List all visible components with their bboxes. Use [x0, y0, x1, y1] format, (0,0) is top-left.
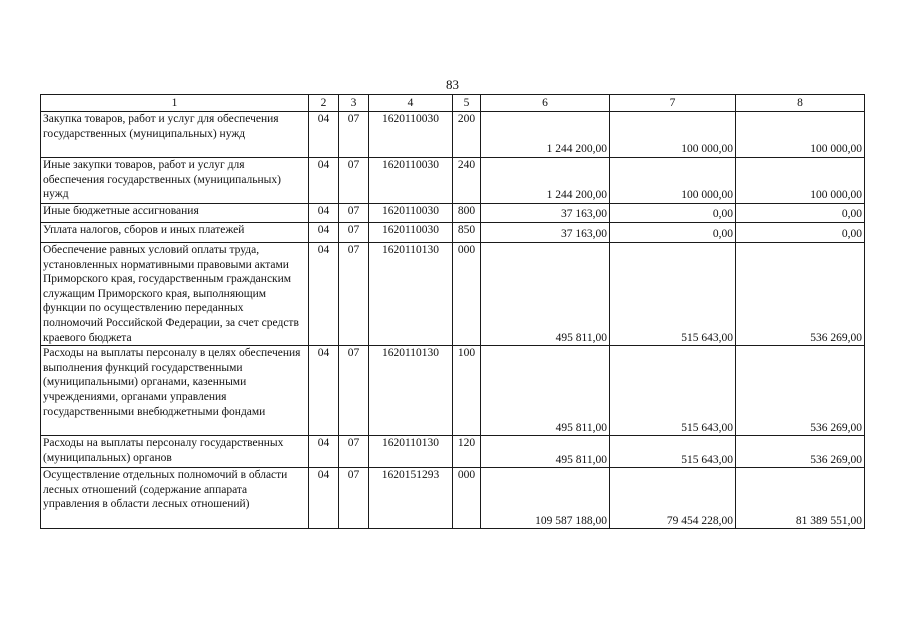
table-row: [41, 158, 865, 204]
amount-col-8: 0,00: [736, 223, 865, 243]
table-row: [41, 436, 865, 468]
column-header-7: 7: [610, 95, 736, 112]
amount-col-7: 79 454 228,00: [610, 468, 736, 529]
expense-type-code: 120: [453, 436, 481, 468]
subsection-code: 07: [339, 112, 369, 158]
expense-name: Расходы на выплаты персоналу государственных (муниципальных) органов: [41, 436, 309, 468]
expense-name: Обеспечение равных условий оплаты труда, установленных нормативными правовыми актами Приморского края, государственным гражданским служащим Приморского края, выполняющим функции по осуществлению переданных полномочий Российской Федерации, за счет средств краевого бюджета: [41, 243, 309, 346]
section-code: 04: [309, 112, 339, 158]
target-article-code: 1620110030: [369, 204, 453, 223]
expense-name: Закупка товаров, работ и услуг для обеспечения государственных (муниципальных) нужд: [41, 112, 309, 158]
amount-col-8: 536 269,00: [736, 346, 865, 436]
table-row: [41, 346, 865, 436]
amount-col-6: 1 244 200,00: [481, 112, 610, 158]
target-article-code: 1620110030: [369, 223, 453, 243]
column-header-2: 2: [309, 95, 339, 112]
section-code: 04: [309, 346, 339, 436]
expense-type-code: 000: [453, 243, 481, 346]
column-header-3: 3: [339, 95, 369, 112]
column-header-4: 4: [369, 95, 453, 112]
section-code: 04: [309, 158, 339, 204]
amount-col-7: 515 643,00: [610, 436, 736, 468]
amount-col-6: 37 163,00: [481, 223, 610, 243]
table-row: [41, 468, 865, 529]
subsection-code: 07: [339, 223, 369, 243]
expense-name: Уплата налогов, сборов и иных платежей: [41, 223, 309, 243]
subsection-code: 07: [339, 436, 369, 468]
section-code: 04: [309, 436, 339, 468]
amount-col-6: 37 163,00: [481, 204, 610, 223]
table-row: [41, 223, 865, 243]
target-article-code: 1620110030: [369, 112, 453, 158]
amount-col-6: 1 244 200,00: [481, 158, 610, 204]
section-code: 04: [309, 243, 339, 346]
amount-col-6: 495 811,00: [481, 436, 610, 468]
column-header-5: 5: [453, 95, 481, 112]
subsection-code: 07: [339, 243, 369, 346]
amount-col-6: 495 811,00: [481, 346, 610, 436]
expense-type-code: 200: [453, 112, 481, 158]
page-number: 83: [446, 77, 459, 92]
expense-name: Расходы на выплаты персоналу в целях обеспечения выполнения функций государственными (муниципальными) органами, казенными учреждениями, органами управления государственными внебюджетными фондами: [41, 346, 309, 436]
target-article-code: 1620110130: [369, 346, 453, 436]
amount-col-7: 100 000,00: [610, 112, 736, 158]
expense-type-code: 850: [453, 223, 481, 243]
subsection-code: 07: [339, 346, 369, 436]
header-row: [41, 95, 865, 112]
target-article-code: 1620110130: [369, 436, 453, 468]
section-code: 04: [309, 204, 339, 223]
amount-col-8: 81 389 551,00: [736, 468, 865, 529]
amount-col-7: 0,00: [610, 204, 736, 223]
amount-col-8: 100 000,00: [736, 158, 865, 204]
amount-col-8: 536 269,00: [736, 243, 865, 346]
amount-col-7: 100 000,00: [610, 158, 736, 204]
subsection-code: 07: [339, 468, 369, 529]
amount-col-7: 515 643,00: [610, 243, 736, 346]
amount-col-6: 495 811,00: [481, 243, 610, 346]
column-header-6: 6: [481, 95, 610, 112]
budget-table: [40, 94, 865, 529]
amount-col-8: 100 000,00: [736, 112, 865, 158]
expense-name: Осуществление отдельных полномочий в области лесных отношений (содержание аппарата управления в области лесных отношений): [41, 468, 309, 529]
column-header-1: 1: [41, 95, 309, 112]
amount-col-6: 109 587 188,00: [481, 468, 610, 529]
subsection-code: 07: [339, 158, 369, 204]
table-row: [41, 204, 865, 223]
target-article-code: 1620110030: [369, 158, 453, 204]
target-article-code: 1620151293: [369, 468, 453, 529]
table-row: [41, 112, 865, 158]
amount-col-8: 0,00: [736, 204, 865, 223]
subsection-code: 07: [339, 204, 369, 223]
table-row: [41, 243, 865, 346]
amount-col-8: 536 269,00: [736, 436, 865, 468]
section-code: 04: [309, 223, 339, 243]
amount-col-7: 515 643,00: [610, 346, 736, 436]
column-header-8: 8: [736, 95, 865, 112]
expense-type-code: 800: [453, 204, 481, 223]
target-article-code: 1620110130: [369, 243, 453, 346]
expense-type-code: 240: [453, 158, 481, 204]
expense-type-code: 000: [453, 468, 481, 529]
amount-col-7: 0,00: [610, 223, 736, 243]
expense-name: Иные бюджетные ассигнования: [41, 204, 309, 223]
expense-name: Иные закупки товаров, работ и услуг для обеспечения государственных (муниципальных) нужд: [41, 158, 309, 204]
expense-type-code: 100: [453, 346, 481, 436]
section-code: 04: [309, 468, 339, 529]
